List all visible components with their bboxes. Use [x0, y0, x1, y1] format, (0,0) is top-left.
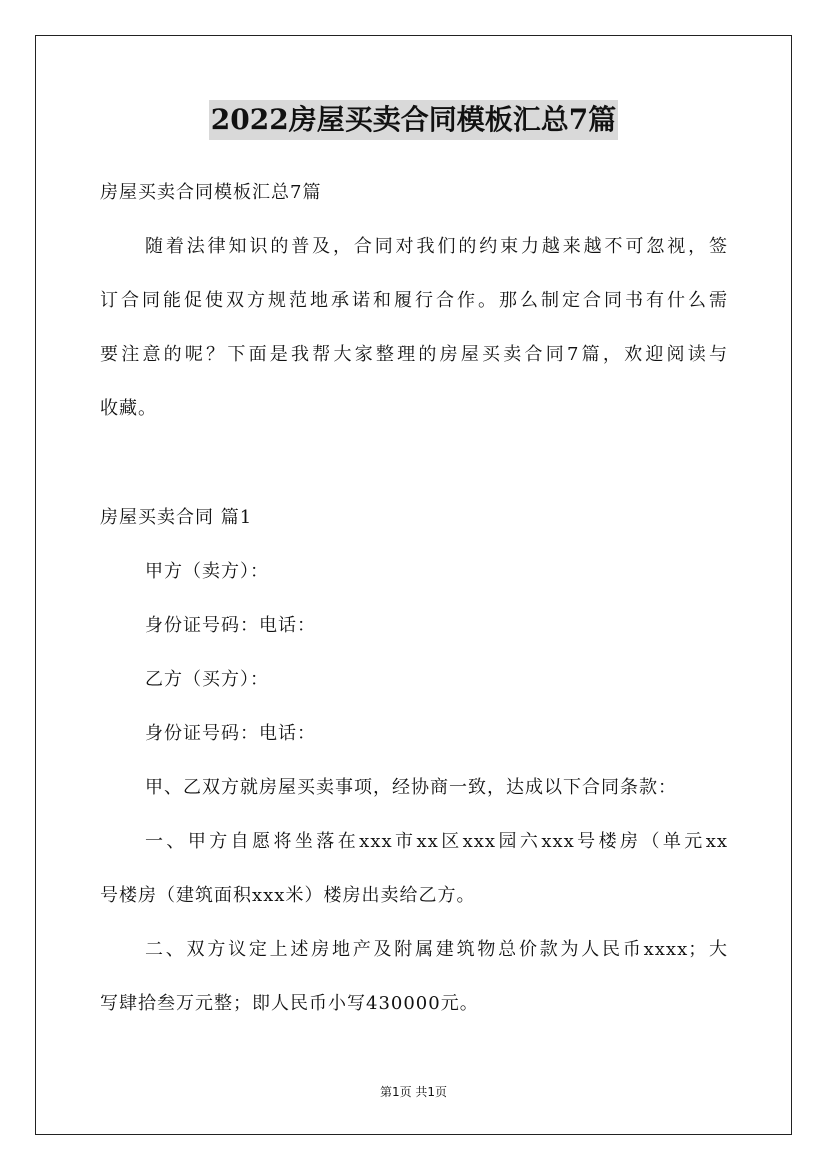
- party-a-id: 身份证号码：电话：: [145, 615, 316, 636]
- party-a: 甲方（卖方）：: [145, 561, 269, 582]
- clause-2-line-2: 写肆拾叁万元整；即人民币小写430000元。: [100, 993, 479, 1014]
- intro-line-4: 收藏。: [100, 398, 157, 419]
- clause-2-line-1: 二、双方议定上述房地产及附属建筑物总价款为人民币xxxx；大: [145, 939, 728, 960]
- document-subtitle: 房屋买卖合同模板汇总7篇: [100, 182, 322, 203]
- intro-line-1: 随着法律知识的普及，合同对我们的约束力越来越不可忽视，签: [145, 236, 728, 257]
- section-heading: 房屋买卖合同 篇1: [100, 507, 253, 528]
- page-footer: 第1页 共1页: [379, 1085, 448, 1099]
- party-b: 乙方（买方）：: [145, 669, 269, 690]
- party-b-id: 身份证号码：电话：: [145, 723, 316, 744]
- title-container: [0, 100, 827, 140]
- clause-1-line-1: 一、甲方自愿将坐落在xxx市xx区xxx园六xxx号楼房（单元xx: [145, 831, 728, 852]
- intro-line-2: 订合同能促使双方规范地承诺和履行合作。那么制定合同书有什么需: [100, 290, 728, 311]
- clause-1-line-2: 号楼房（建筑面积xxx米）楼房出卖给乙方。: [100, 885, 476, 906]
- agreement-statement: 甲、乙双方就房屋买卖事项，经协商一致，达成以下合同条款：: [145, 777, 677, 798]
- document-title: 2022房屋买卖合同模板汇总7篇: [209, 100, 618, 140]
- intro-line-3: 要注意的呢？下面是我帮大家整理的房屋买卖合同7篇，欢迎阅读与: [100, 344, 728, 365]
